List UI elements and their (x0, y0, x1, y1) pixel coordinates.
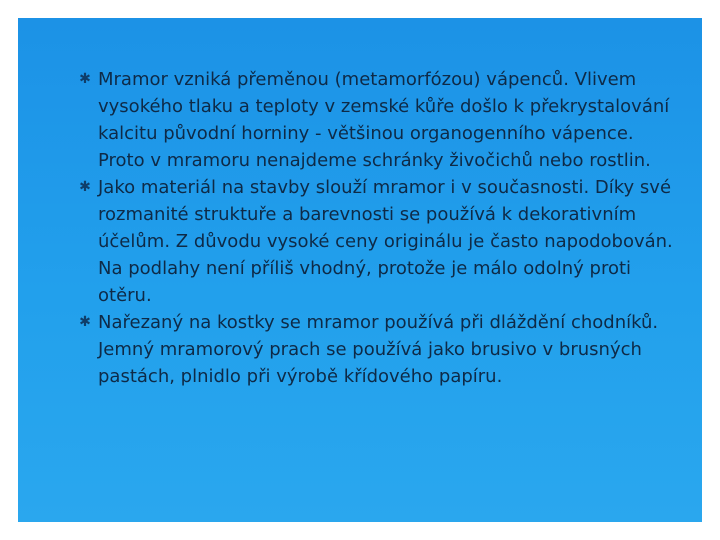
asterisk-icon: ✱ (79, 314, 91, 330)
bullet-item (78, 66, 678, 174)
bullet-text: Jako materiál na stavby slouží mramor i v současnosti. Díky své rozmanité struktuře a barevnosti se používá k dekorativním účelům. Z důvodu vysoké ceny originálu je často napodobován. Na podlahy není příliš vhodný, protože je málo odolný proti otěru. (98, 177, 673, 306)
bullet-item (78, 309, 678, 390)
asterisk-icon: ✱ (79, 71, 91, 87)
bullet-item (78, 174, 678, 309)
bullet-list (78, 66, 678, 390)
slide (18, 18, 702, 522)
bullet-text: Nařezaný na kostky se mramor používá při dláždění chodníků. Jemný mramorový prach se používá jako brusivo v brusných pastách, plnidlo při výrobě křídového papíru. (98, 312, 659, 387)
asterisk-icon: ✱ (79, 179, 91, 195)
bullet-text: Mramor vzniká přeměnou (metamorfózou) vápenců. Vlivem vysokého tlaku a teploty v zemské kůře došlo k překrystalování kalcitu původní horniny - většinou organogenního vápence. Proto v mramoru nenajdeme schránky živočichů nebo rostlin. (98, 69, 670, 171)
